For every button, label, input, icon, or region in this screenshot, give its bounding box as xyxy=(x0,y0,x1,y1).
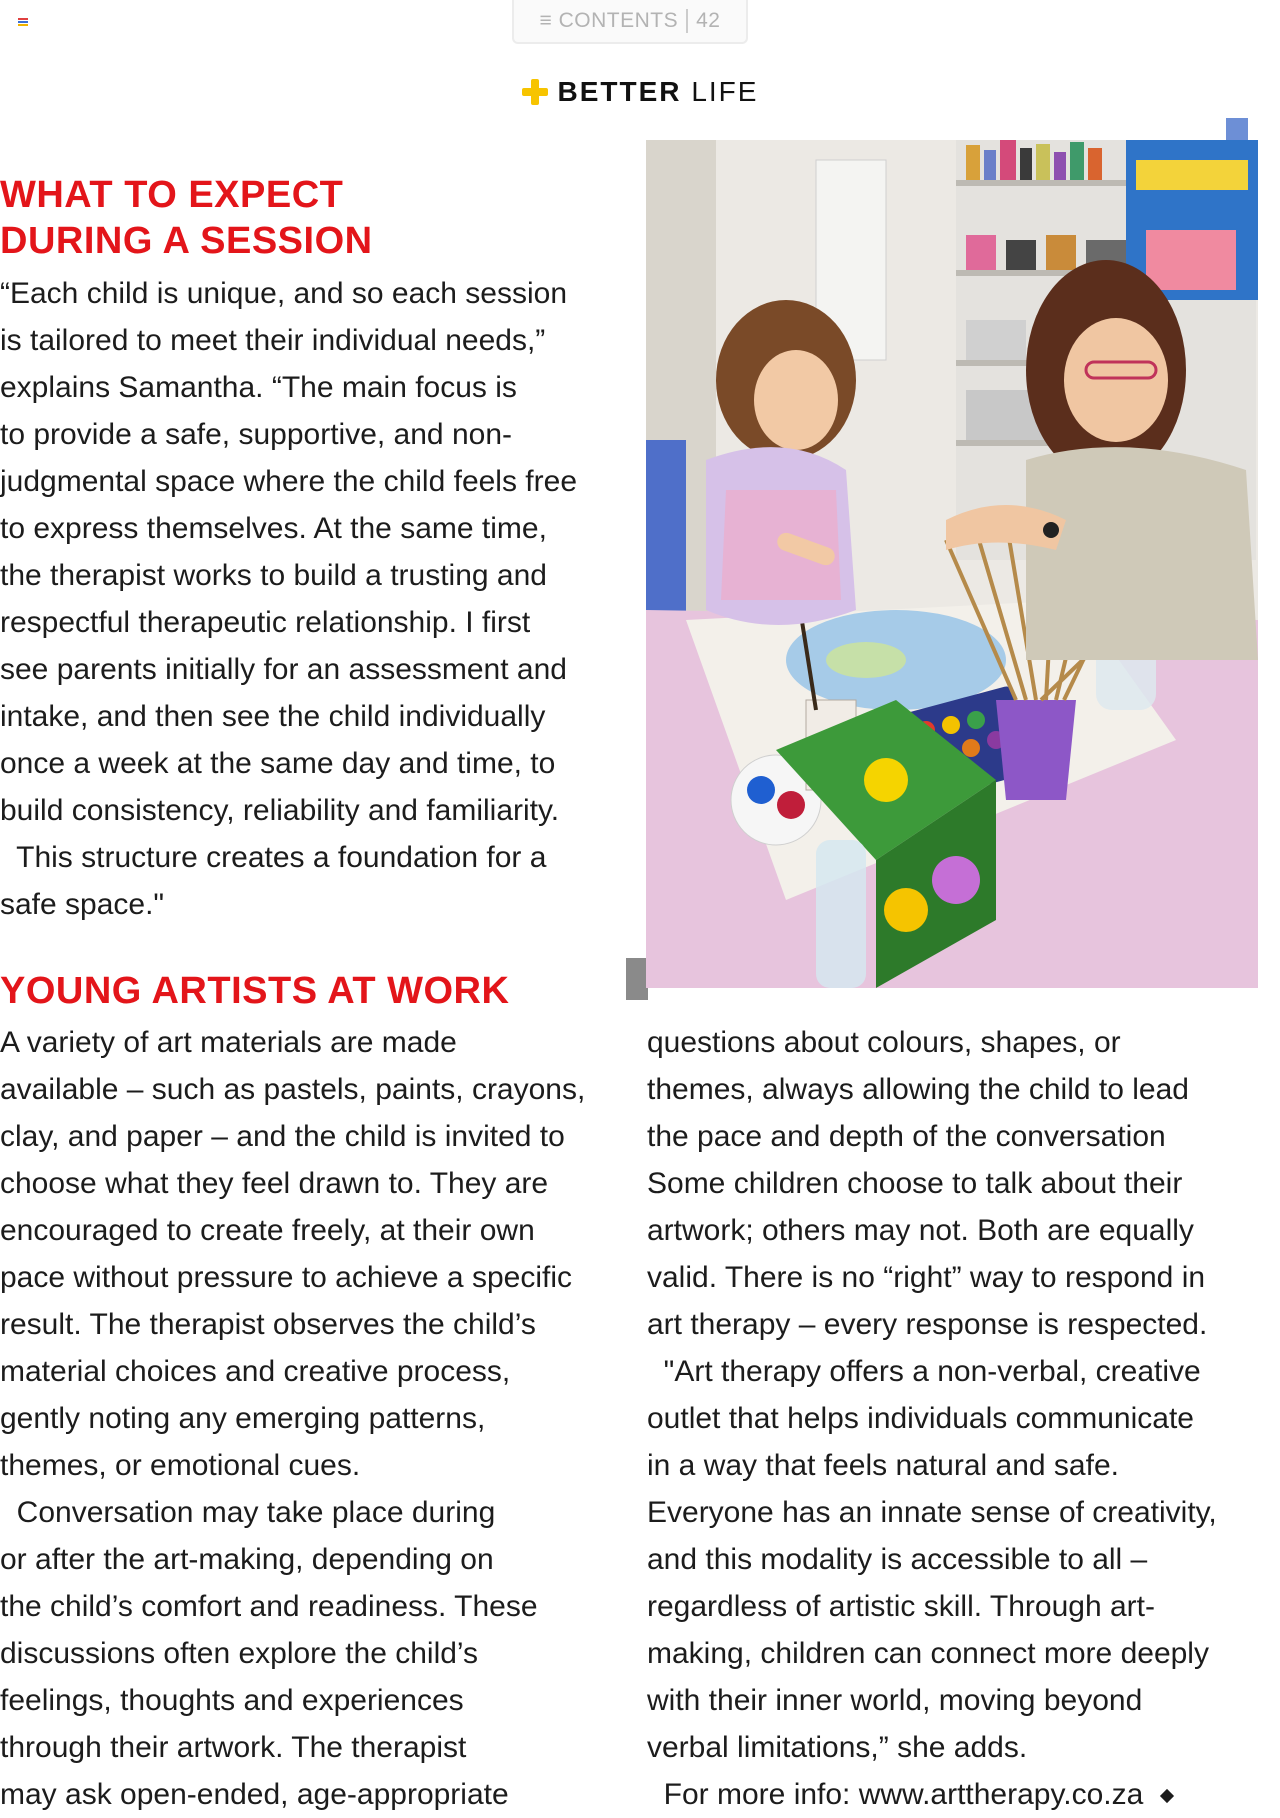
text-line: encouraged to create freely, at their own xyxy=(0,1214,535,1247)
text-line: the therapist works to build a trusting and xyxy=(0,559,547,592)
heading-line: YOUNG ARTISTS AT WORK xyxy=(0,970,510,1012)
expect-paragraph xyxy=(0,270,577,928)
text-line: clay, and paper – and the child is invited to xyxy=(0,1120,565,1153)
text-line: “Each child is unique, and so each session xyxy=(0,277,568,310)
text-line: This structure creates a foundation for a xyxy=(0,841,547,874)
text-line: explains Samantha. “The main focus is xyxy=(0,371,517,404)
text-line: regardless of artistic skill. Through art- xyxy=(647,1590,1155,1623)
text-line: may ask open-ended, age-appropriate xyxy=(0,1778,509,1811)
text-line: to express themselves. At the same time, xyxy=(0,512,547,545)
end-diamond-icon xyxy=(1160,1789,1174,1803)
text-line: artwork; others may not. Both are equally xyxy=(647,1214,1194,1247)
text-line: choose what they feel drawn to. They are xyxy=(0,1167,549,1200)
section-tag-light: LIFE xyxy=(691,76,759,107)
photo-corner xyxy=(1226,118,1248,140)
text-line: Everyone has an innate sense of creativity, xyxy=(647,1496,1217,1529)
text-line: themes, or emotional cues. xyxy=(0,1449,361,1482)
text-line: is tailored to meet their individual needs,” xyxy=(0,324,546,357)
text-line: gently noting any emerging patterns, xyxy=(0,1402,486,1435)
text-line: once a week at the same day and time, to xyxy=(0,747,556,780)
text-line: intake, and then see the child individually xyxy=(0,700,546,733)
contents-button[interactable] xyxy=(512,0,748,44)
more-info-line xyxy=(647,1771,1217,1818)
page-number: 42 xyxy=(696,9,721,32)
text-line: to provide a safe, supportive, and non- xyxy=(0,418,512,451)
contents-label: ≡ CONTENTS xyxy=(539,9,679,32)
right-column-paragraph xyxy=(647,1019,1217,1818)
text-line: discussions often explore the child’s xyxy=(0,1637,479,1670)
text-line: "Art therapy offers a non-verbal, creative xyxy=(647,1355,1201,1388)
text-line: result. The therapist observes the child’s xyxy=(0,1308,536,1341)
text-line: pace without pressure to achieve a specific xyxy=(0,1261,572,1294)
section-tag xyxy=(0,76,1280,108)
text-line: A variety of art materials are made xyxy=(0,1026,457,1059)
text-line: the pace and depth of the conversation xyxy=(647,1120,1166,1153)
text-line: see parents initially for an assessment and xyxy=(0,653,567,686)
article-photo xyxy=(626,118,1266,998)
text-line: with their inner world, moving beyond xyxy=(647,1684,1143,1717)
text-line: available – such as pastels, paints, crayons, xyxy=(0,1073,586,1106)
text-line: and this modality is accessible to all – xyxy=(647,1543,1148,1576)
heading-line: DURING A SESSION xyxy=(0,220,373,262)
text-line: build consistency, reliability and familiarity. xyxy=(0,794,560,827)
text-line: questions about colours, shapes, or xyxy=(647,1026,1121,1059)
child-and-therapist-painting-photo xyxy=(646,140,1258,988)
section-tag-bold: BETTER xyxy=(557,76,682,107)
text-line: the child’s comfort and readiness. These xyxy=(0,1590,538,1623)
text-line: in a way that feels natural and safe. xyxy=(647,1449,1119,1482)
text-line: Some children choose to talk about their xyxy=(647,1167,1183,1200)
text-line: art therapy – every response is respected. xyxy=(647,1308,1208,1341)
text-line: making, children can connect more deeply xyxy=(647,1637,1209,1670)
photo-illustration xyxy=(646,140,1258,988)
heading-young-artists xyxy=(0,968,509,1014)
text-line: themes, always allowing the child to lead xyxy=(647,1073,1189,1106)
text-line: respectful therapeutic relationship. I first xyxy=(0,606,531,639)
menu-icon[interactable] xyxy=(18,18,28,27)
text-line: safe space." xyxy=(0,888,165,921)
text-line: feelings, thoughts and experiences xyxy=(0,1684,464,1717)
young-artists-paragraph xyxy=(0,1019,585,1818)
text-line: valid. There is no “right” way to respond in xyxy=(647,1261,1206,1294)
text-line: through their artwork. The therapist xyxy=(0,1731,467,1764)
more-info-link[interactable]: For more info: www.arttherapy.co.za xyxy=(647,1778,1144,1811)
heading-what-to-expect xyxy=(0,172,373,264)
separator xyxy=(686,9,688,33)
heading-line: WHAT TO EXPECT xyxy=(0,174,344,216)
text-line: Conversation may take place during xyxy=(0,1496,496,1529)
text-line: material choices and creative process, xyxy=(0,1355,511,1388)
plus-icon xyxy=(522,79,548,105)
text-line: or after the art-making, depending on xyxy=(0,1543,494,1576)
text-line: verbal limitations,” she adds. xyxy=(647,1731,1028,1764)
text-line: judgmental space where the child feels free xyxy=(0,465,578,498)
text-line: outlet that helps individuals communicate xyxy=(647,1402,1194,1435)
